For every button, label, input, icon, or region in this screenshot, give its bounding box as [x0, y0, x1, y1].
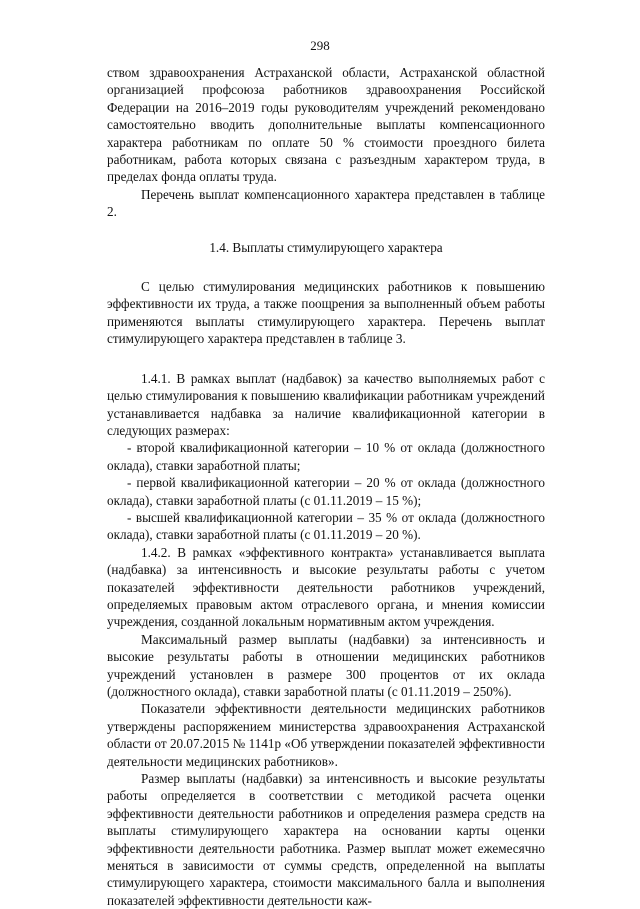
list-item-first-category: - первой квалификационной категории – 20 % от оклада (должностного оклада), ставки заработной платы (с 01.11.2019 – 15 %); — [107, 475, 545, 508]
paragraph-payment-size: Размер выплаты (надбавки) за интенсивность и высокие результаты работы определяется в соответствии с методикой расчета оценки эффективности деятельности работников и определения размера средств на выплаты стимулирующего характера на основании карты оценки эффективности деятельности работника. Размер выплат может ежемесячно меняться в зависимости от суммы средств, определенной на выплаты стимулирующего характера, стоимости максимального балла и выполнения показателей эффективности деятельности каж- — [107, 771, 545, 908]
paragraph-1-4-1: 1.4.1. В рамках выплат (надбавок) за качество выполняемых работ с целью стимулирования к повышению квалификации работникам учреждений устанавливается надбавка за наличие квалификационной категории в следующих размерах: — [107, 370, 545, 438]
paragraph-compensation-list: Перечень выплат компенсационного характера представлен в таблице 2. — [107, 186, 545, 220]
paragraph-stimulating-purpose: С целью стимулирования медицинских работников к повышению эффективности их труда, а также поощрения за выполненный объем работы применяются выплаты стимулирующего характера. Перечень выплат стимулирующего характера представлен в таблице 3. — [107, 279, 545, 347]
paragraph-continuation: ством здравоохранения Астраханской области, Астраханской областной организацией профсоюза работников здравоохранения Российской Федерации на 2016–2019 годы руководителям учреждений рекомендовано самостоятельно вводить дополнительные выплаты компенсационного характера работникам по оплате 50 % стоимости проездного билета работникам, работа которых связана с разъездным характером труда, в пределах фонда оплаты труда. — [107, 65, 545, 185]
list-item-highest-category: - высшей квалификационной категории – 35 % от оклада (должностного оклада), ставки заработной платы (с 01.11.2019 – 20 %). — [107, 509, 545, 543]
section-heading: 1.4. Выплаты стимулирующего характера — [209, 239, 443, 255]
page-number: 298 — [310, 38, 330, 53]
list-item-second-category: - второй квалификационной категории – 10 % от оклада (должностного оклада), ставки заработной платы; — [107, 440, 545, 473]
paragraph-max-payment: Максимальный размер выплаты (надбавки) за интенсивность и высокие результаты работы в отношении медицинских работников учреждений установлен в размере 300 процентов от их оклада (должностного оклада), ставки заработной платы (с 01.11.2019 – 250%). — [107, 631, 545, 699]
document-body — [107, 64, 545, 909]
paragraph-1-4-2: 1.4.2. В рамках «эффективного контракта» устанавливается выплата (надбавка) за интенсивность и высокие результаты работы с учетом показателей эффективности деятельности работников учреждений, определяемых правовым актом отраслевого органа, и мнения комиссии учреждения, созданной локальным нормативным актом учреждения. — [107, 544, 545, 630]
paragraph-indicators: Показатели эффективности деятельности медицинских работников утверждены распоряжением министерства здравоохранения Астраханской области от 20.07.2015 № 1141р «Об утверждении показателей эффективности деятельности медицинских работников». — [107, 701, 545, 769]
